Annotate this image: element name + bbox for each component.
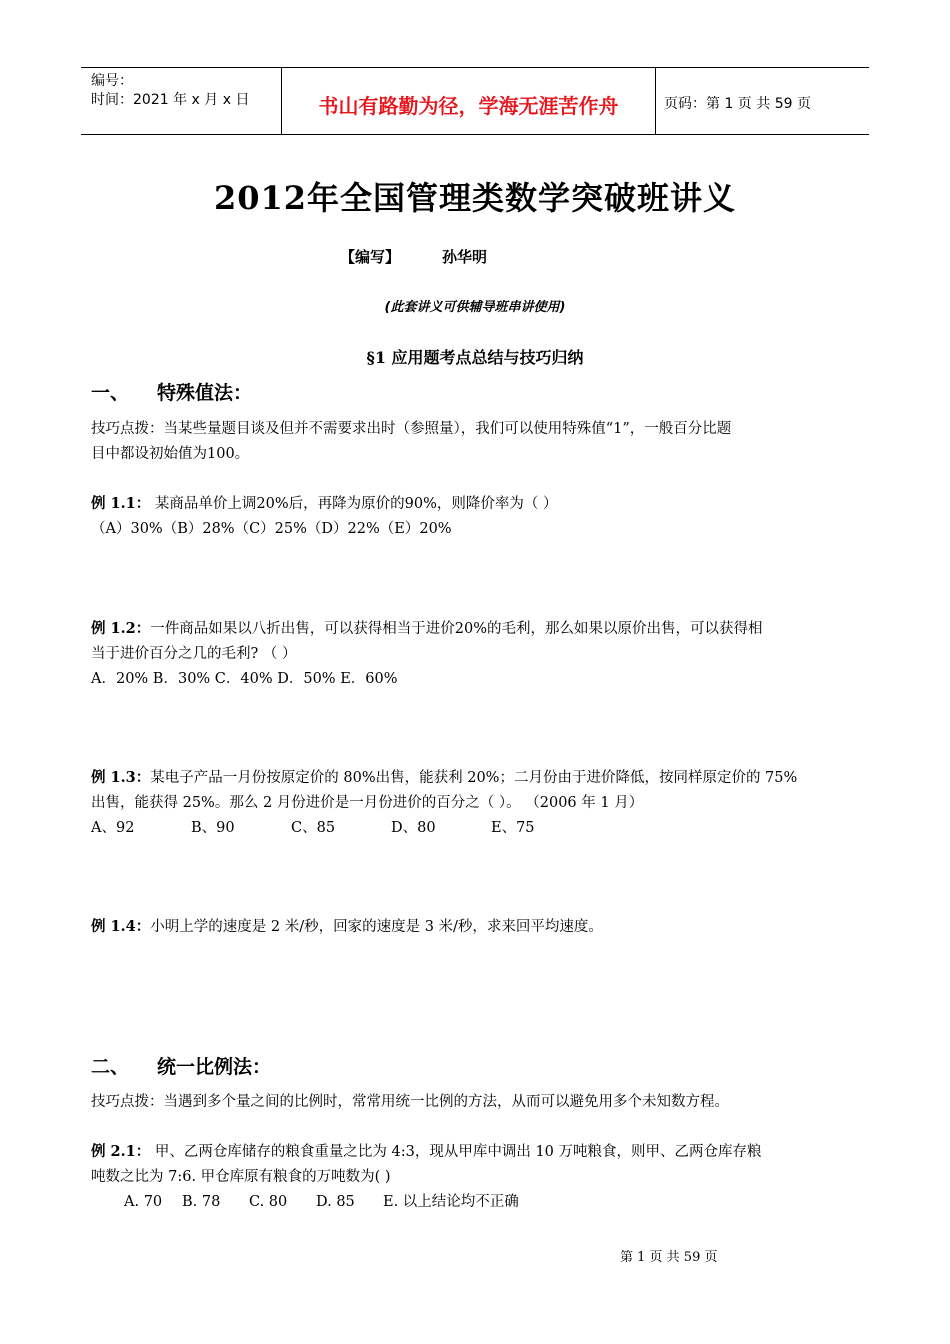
option: D. 85 bbox=[316, 1194, 355, 1210]
number-label: 编号： bbox=[91, 73, 133, 89]
option: E、75 bbox=[491, 820, 535, 836]
example-options bbox=[91, 1190, 762, 1215]
option: D、80 bbox=[391, 820, 436, 836]
option: A. 70 bbox=[124, 1194, 163, 1210]
part2-tip: 技巧点拨：当遇到多个量之间的比例时，常常用统一比例的方法，从而可以避免用多个未知数方程。 bbox=[91, 1094, 729, 1110]
example-2-1 bbox=[91, 1139, 762, 1215]
option: C. 80 bbox=[249, 1194, 288, 1210]
part1-heading bbox=[91, 378, 252, 405]
example-options bbox=[91, 816, 797, 841]
header-motto: 书山有路勤为径，学海无涯苦作舟 bbox=[282, 68, 656, 134]
option: C、85 bbox=[291, 820, 336, 836]
example-label: 例 1.1： bbox=[91, 495, 151, 512]
part1-tip bbox=[91, 417, 731, 467]
example-label: 例 1.3： bbox=[91, 769, 151, 786]
option: B. 78 bbox=[182, 1194, 221, 1210]
example-1-4 bbox=[91, 914, 603, 940]
example-options: A．20% B．30% C．40% D．50% E．60% bbox=[91, 671, 398, 687]
header-meta bbox=[81, 68, 282, 134]
time-label: 时间：2021 年 x 月 x 日 bbox=[91, 92, 250, 108]
author-label: 【编写】 bbox=[340, 248, 401, 266]
part1-tip-line1: 技巧点拨：当某些量题目谈及但并不需要求出时（参照量），我们可以使用特殊值“1”，一般百分比题 bbox=[91, 421, 732, 437]
example-text: 一件商品如果以八折出售，可以获得相当于进价20%的毛利，那么如果以原价出售，可以获得相 bbox=[150, 621, 763, 637]
option: B、90 bbox=[191, 820, 235, 836]
example-text-cont: 当于进价百分之几的毛利? （ ） bbox=[91, 646, 297, 662]
page-footer: 第 1 页 共 59 页 bbox=[620, 1250, 718, 1265]
part2-title: 统一比例法： bbox=[157, 1056, 272, 1078]
option: A、92 bbox=[91, 820, 135, 836]
example-text-cont: 吨数之比为 7:6. 甲仓库原有粮食的万吨数为( ) bbox=[91, 1169, 391, 1185]
author-name: 孙华明 bbox=[442, 248, 488, 266]
part1-tip-line2: 目中都设初始值为100。 bbox=[91, 446, 250, 462]
example-1-2 bbox=[91, 616, 763, 692]
part1-title: 特殊值法： bbox=[157, 382, 253, 404]
author-line bbox=[340, 246, 487, 267]
example-label: 例 2.1： bbox=[91, 1143, 151, 1160]
example-text: 某商品单价上调20%后，再降为原价的90%，则降价率为（ ） bbox=[150, 496, 558, 512]
section-heading: §1 应用题考点总结与技巧归纳 bbox=[366, 348, 584, 367]
example-text: 某电子产品一月份按原定价的 80%出售，能获利 20%；二月份由于进价降低，按同样原定价的 75% bbox=[150, 770, 798, 786]
example-1-3 bbox=[91, 765, 797, 841]
example-text-cont: 出售，能获得 25%。那么 2 月份进价是一月份进价的百分之（ ）。 （2006 年 1 月） bbox=[91, 795, 644, 811]
page-header bbox=[81, 67, 869, 135]
usage-note: (此套讲义可供辅导班串讲使用) bbox=[384, 300, 566, 315]
example-options: （A）30%（B）28%（C）25%（D）22%（E）20% bbox=[91, 521, 452, 537]
example-1-1 bbox=[91, 491, 557, 542]
example-text: 甲、乙两仓库储存的粮食重量之比为 4:3，现从甲库中调出 10 万吨粮食，则甲、乙两仓库存粮 bbox=[150, 1144, 762, 1160]
example-label: 例 1.2： bbox=[91, 620, 151, 637]
example-text: 小明上学的速度是 2 米/秒，回家的速度是 3 米/秒，求来回平均速度。 bbox=[150, 919, 603, 935]
option: E. 以上结论均不正确 bbox=[383, 1194, 519, 1210]
part2-number: 二、 bbox=[91, 1056, 130, 1078]
header-page-info: 页码：第 1 页 共 59 页 bbox=[664, 96, 811, 112]
part1-number: 一、 bbox=[91, 382, 130, 404]
example-label: 例 1.4： bbox=[91, 918, 151, 935]
document-title: 2012年全国管理类数学突破班讲义 bbox=[213, 179, 737, 217]
part2-heading bbox=[91, 1052, 271, 1079]
